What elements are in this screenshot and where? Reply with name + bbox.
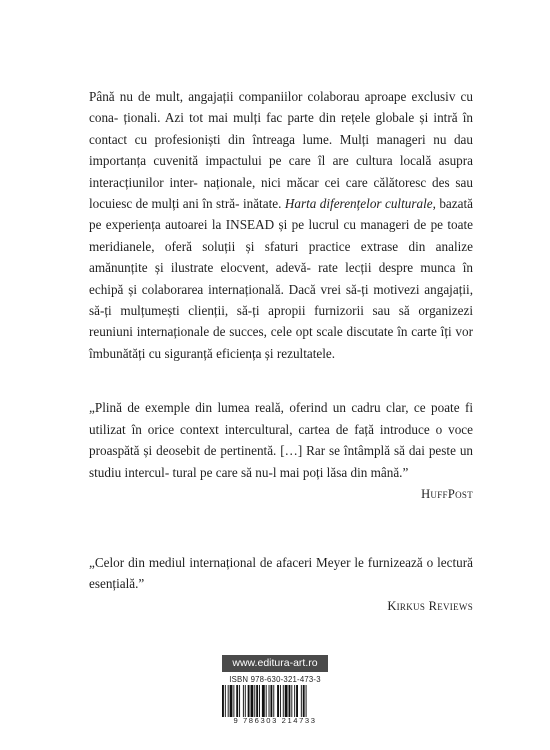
description-line: carte îți vor îmbunătăți cu siguranță eficiența și rezultatele.	[89, 324, 474, 361]
description-line: profesioniști din întreaga lume. Mulți manageri nu dau importanța	[89, 131, 474, 169]
isbn-label: ISBN 978-630-321-473-3	[229, 675, 321, 684]
review-quote	[89, 397, 473, 483]
description-line: ționali. Azi tot mai mulți fac parte din rețele globale și intră în contact cu	[89, 110, 473, 147]
quote-source: HuffPost	[421, 486, 473, 501]
description-line: să organizezi reuniuni internaționale de succes, cele opt scale discutate în	[89, 303, 474, 340]
barcode-digits: 9 786303 214733	[233, 716, 317, 725]
description-line: inătate.	[242, 196, 282, 212]
description-paragraph	[89, 86, 473, 364]
description-line: cuvenită impactului pe care îl are cultura locală asupra interacțiunilor inter-	[89, 153, 474, 190]
description-line: să-ți motivezi angajații, să-ți mulțumești clienții, să-ți apropii furnizorii sau	[89, 281, 473, 319]
description-line: rate lecții despre munca în echipă și colaborarea internațională. Dacă vrei	[89, 260, 473, 297]
barcode-block	[215, 655, 335, 725]
quote-line: deosebit de pertinentă. […] Rar se întâmplă să dai peste un studiu intercul-	[89, 443, 474, 480]
description-line: sfaturi practice extrase din analize amănunțite și ilustrate elocvent, adevă-	[89, 238, 473, 276]
description-line: , bazată pe experiența autoarei la	[89, 196, 473, 233]
quote-source: Kirkus Reviews	[387, 598, 473, 613]
publisher-url: www.editura-art.ro	[222, 655, 328, 672]
quote-line: tural pe care să nu-l mai poți lăsa din mână.”	[172, 464, 409, 480]
quote-line: în orice context intercultural, cartea de față introduce o voce proaspătă și	[89, 421, 474, 459]
quote-line: „Plină de exemple din lumea reală, oferind un cadru clar, ce poate fi utilizat	[89, 400, 473, 437]
description-line: Până nu de mult, angajații companiilor colaborau aproape exclusiv cu cona-	[89, 89, 473, 126]
barcode-image	[220, 685, 330, 717]
book-title: Harta diferențelor culturale	[284, 196, 433, 212]
back-cover-text	[89, 86, 473, 614]
review-quote	[89, 552, 473, 595]
quote-line: lectură esențială.”	[89, 554, 474, 592]
description-line: naționale, nici măcar cei care călătoresc des sau locuiesc de mulți ani în stră-	[89, 174, 474, 212]
quote-line: „Celor din mediul internațional de afaceri Meyer le furnizează o	[89, 554, 434, 570]
description-line: INSEAD și pe lucrul cu manageri de pe toate meridianele, oferă soluții și	[89, 217, 473, 254]
